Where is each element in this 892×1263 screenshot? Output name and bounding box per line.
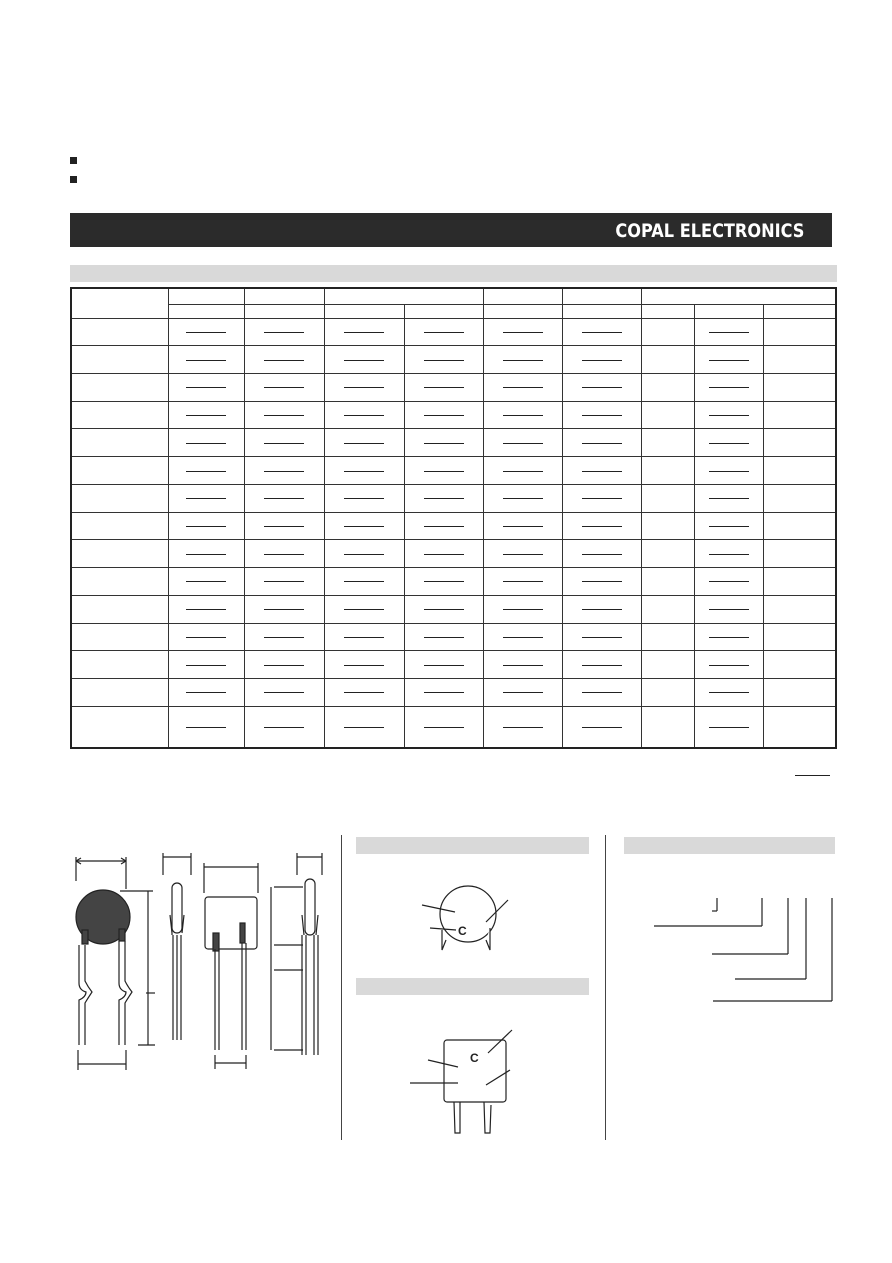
table-cell: [404, 568, 483, 596]
table-cell: [694, 568, 763, 596]
table-cell: [324, 679, 404, 707]
table-row: [71, 484, 836, 512]
table-row-label-cell: [71, 429, 168, 457]
table-cell: [694, 595, 763, 623]
table-cell: [562, 512, 641, 540]
bullet-marker-2: [70, 176, 77, 183]
table-cell: [641, 623, 694, 651]
table-cell: [324, 373, 404, 401]
table-subheader-cell: [324, 304, 404, 318]
table-row: [71, 568, 836, 596]
table-cell: [324, 346, 404, 374]
table-header-cell: [324, 288, 483, 304]
dimension-drawing: [60, 845, 335, 1075]
table-cell: [483, 457, 562, 485]
table-cell: [562, 373, 641, 401]
table-header-cell: [71, 288, 168, 318]
table-cell: [244, 484, 324, 512]
marking-square-title-bar: [356, 978, 589, 995]
table-row: [71, 679, 836, 707]
table-cell: [404, 346, 483, 374]
table-cell: [244, 457, 324, 485]
table-cell: [168, 651, 244, 679]
table-row: [71, 346, 836, 374]
table-cell: [168, 679, 244, 707]
brand-banner: [70, 213, 832, 247]
table-cell: [168, 595, 244, 623]
table-cell: [641, 401, 694, 429]
part-numbering-title-bar: [624, 837, 835, 854]
table-cell: [483, 429, 562, 457]
table-row-label-cell: [71, 346, 168, 374]
table-cell: [763, 512, 836, 540]
column-divider: [341, 835, 342, 1140]
table-cell: [483, 373, 562, 401]
table-cell: [244, 318, 324, 346]
table-cell: [168, 457, 244, 485]
table-row-label-cell: [71, 484, 168, 512]
table-cell: [483, 401, 562, 429]
table-cell: [694, 401, 763, 429]
table-row-label-cell: [71, 623, 168, 651]
spec-table-title-bar: [70, 265, 837, 282]
footnote-rule: [795, 775, 830, 776]
table-subheader-cell: [404, 304, 483, 318]
marking-round-title-bar: [356, 837, 589, 854]
table-row-label-cell: [71, 540, 168, 568]
table-cell: [763, 318, 836, 346]
table-cell: [244, 429, 324, 457]
table-row-label-cell: [71, 512, 168, 540]
brand-name: COPAL ELECTRONICS: [614, 220, 804, 242]
table-row: [71, 623, 836, 651]
table-row: [71, 429, 836, 457]
table-cell: [324, 623, 404, 651]
table-cell: [763, 457, 836, 485]
table-cell: [168, 623, 244, 651]
table-cell: [562, 595, 641, 623]
table-row-label-cell: [71, 679, 168, 707]
table-cell: [694, 623, 763, 651]
round-side-drawing: [163, 853, 191, 1040]
table-cell: [483, 623, 562, 651]
table-cell: [694, 651, 763, 679]
table-cell: [404, 679, 483, 707]
table-cell: [324, 706, 404, 748]
table-cell: [244, 540, 324, 568]
table-cell: [483, 651, 562, 679]
table-cell: [641, 346, 694, 374]
table-cell: [404, 540, 483, 568]
table-cell: [244, 623, 324, 651]
table-cell: [324, 401, 404, 429]
marking-round-drawing: [400, 880, 540, 960]
table-cell: [244, 679, 324, 707]
table-cell: [324, 318, 404, 346]
table-cell: [168, 484, 244, 512]
part-numbering-drawing: [650, 890, 840, 1010]
table-cell: [562, 706, 641, 748]
table-cell: [483, 346, 562, 374]
table-cell: [483, 595, 562, 623]
table-cell: [404, 706, 483, 748]
table-cell: [324, 429, 404, 457]
table-cell: [694, 540, 763, 568]
table-subheader-cell: [244, 304, 324, 318]
table-cell: [641, 679, 694, 707]
table-subheader-cell: [483, 304, 562, 318]
table-cell: [763, 679, 836, 707]
table-cell: [694, 512, 763, 540]
table-cell: [694, 373, 763, 401]
table-cell: [694, 318, 763, 346]
table-row: [71, 512, 836, 540]
table-cell: [244, 595, 324, 623]
table-header-cell: [244, 288, 324, 304]
table-cell: [641, 540, 694, 568]
svg-text:C: C: [458, 924, 467, 938]
table-cell: [562, 484, 641, 512]
table-cell: [763, 401, 836, 429]
table-cell: [641, 457, 694, 485]
table-cell: [562, 679, 641, 707]
table-header-cell: [562, 288, 641, 304]
table-cell: [562, 429, 641, 457]
table-cell: [244, 512, 324, 540]
table-row: [71, 706, 836, 748]
square-side-drawing: [271, 853, 322, 1055]
table-cell: [641, 484, 694, 512]
table-row-label-cell: [71, 706, 168, 748]
table-cell: [483, 540, 562, 568]
table-cell: [641, 595, 694, 623]
specification-table: [70, 287, 837, 749]
table-row-label-cell: [71, 568, 168, 596]
table-cell: [168, 318, 244, 346]
table-cell: [562, 346, 641, 374]
table-cell: [404, 401, 483, 429]
table-cell: [404, 457, 483, 485]
table-cell: [763, 568, 836, 596]
table-cell: [168, 706, 244, 748]
table-row-label-cell: [71, 318, 168, 346]
table-cell: [763, 623, 836, 651]
table-cell: [483, 318, 562, 346]
table-cell: [404, 651, 483, 679]
table-cell: [641, 706, 694, 748]
table-cell: [404, 373, 483, 401]
table-header-cell: [641, 288, 836, 304]
table-subheader-cell: [562, 304, 641, 318]
table-cell: [763, 429, 836, 457]
table-header-cell: [483, 288, 562, 304]
table-cell: [168, 346, 244, 374]
svg-text:C: C: [470, 1051, 479, 1065]
table-row-label-cell: [71, 401, 168, 429]
table-cell: [641, 651, 694, 679]
table-cell: [404, 429, 483, 457]
table-cell: [694, 346, 763, 374]
table-row: [71, 540, 836, 568]
table-cell: [404, 623, 483, 651]
table-cell: [244, 346, 324, 374]
table-cell: [244, 651, 324, 679]
table-row-label-cell: [71, 373, 168, 401]
table-cell: [562, 623, 641, 651]
table-cell: [562, 540, 641, 568]
table-cell: [483, 484, 562, 512]
table-cell: [694, 457, 763, 485]
table-cell: [324, 457, 404, 485]
table-cell: [168, 401, 244, 429]
table-cell: [324, 595, 404, 623]
table-cell: [168, 512, 244, 540]
table-subheader-cell: [763, 304, 836, 318]
table-cell: [763, 484, 836, 512]
table-cell: [483, 679, 562, 707]
table-cell: [483, 706, 562, 748]
table-cell: [694, 429, 763, 457]
table-cell: [244, 706, 324, 748]
table-subheader-cell: [641, 304, 694, 318]
bullet-marker-1: [70, 157, 77, 164]
table-cell: [763, 706, 836, 748]
square-component-drawing: [204, 863, 258, 1069]
table-cell: [763, 540, 836, 568]
table-cell: [641, 512, 694, 540]
table-cell: [641, 568, 694, 596]
table-cell: [324, 651, 404, 679]
table-subheader-cell: [694, 304, 763, 318]
table-row-label-cell: [71, 651, 168, 679]
column-divider: [605, 835, 606, 1140]
table-cell: [244, 568, 324, 596]
table-cell: [562, 457, 641, 485]
table-cell: [641, 373, 694, 401]
table-cell: [324, 540, 404, 568]
table-row: [71, 595, 836, 623]
table-cell: [641, 429, 694, 457]
table-cell: [168, 429, 244, 457]
table-cell: [763, 595, 836, 623]
table-cell: [694, 706, 763, 748]
table-row-label-cell: [71, 595, 168, 623]
table-cell: [404, 484, 483, 512]
table-cell: [244, 373, 324, 401]
table-cell: [324, 484, 404, 512]
table-cell: [483, 568, 562, 596]
table-cell: [763, 373, 836, 401]
table-cell: [641, 318, 694, 346]
table-cell: [694, 484, 763, 512]
table-cell: [562, 651, 641, 679]
table-cell: [694, 679, 763, 707]
table-cell: [763, 346, 836, 374]
table-row: [71, 457, 836, 485]
round-component-drawing: [76, 857, 155, 1070]
table-cell: [324, 512, 404, 540]
table-row: [71, 651, 836, 679]
table-cell: [763, 651, 836, 679]
marking-square-drawing: [400, 1025, 525, 1135]
table-cell: [244, 401, 324, 429]
table-cell: [168, 568, 244, 596]
table-cell: [562, 318, 641, 346]
table-row: [71, 373, 836, 401]
table-cell: [404, 512, 483, 540]
table-row-label-cell: [71, 457, 168, 485]
table-cell: [324, 568, 404, 596]
table-cell: [168, 540, 244, 568]
table-cell: [404, 318, 483, 346]
table-cell: [562, 401, 641, 429]
table-cell: [483, 512, 562, 540]
table-cell: [562, 568, 641, 596]
table-cell: [168, 373, 244, 401]
table-row: [71, 318, 836, 346]
table-subheader-cell: [168, 304, 244, 318]
table-cell: [404, 595, 483, 623]
table-row: [71, 401, 836, 429]
table-header-cell: [168, 288, 244, 304]
